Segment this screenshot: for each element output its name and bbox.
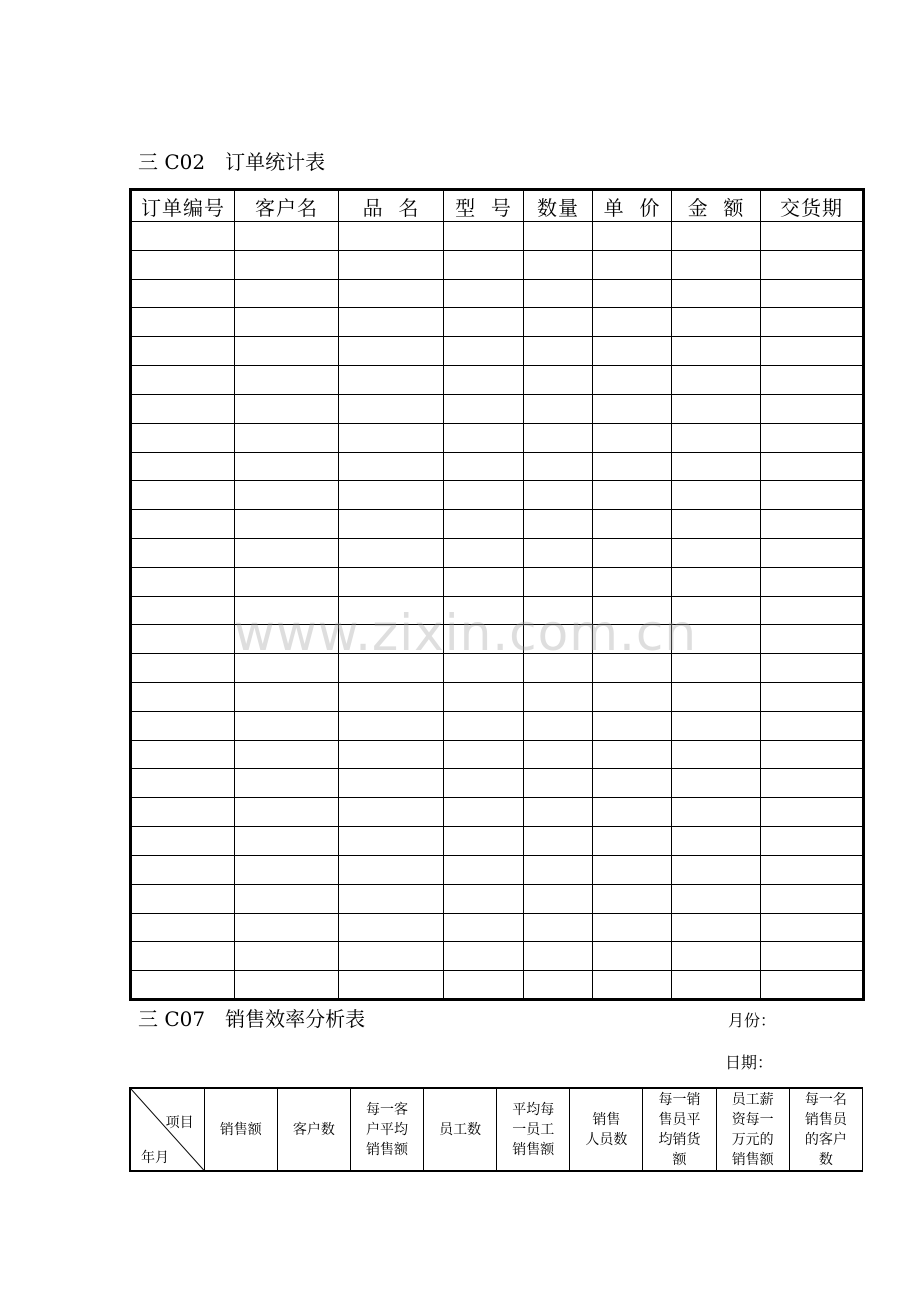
table-cell[interactable] (444, 250, 524, 279)
table-cell[interactable] (761, 250, 864, 279)
table-cell[interactable] (593, 711, 672, 740)
table-cell[interactable] (444, 855, 524, 884)
table-cell[interactable] (593, 423, 672, 452)
table-cell[interactable] (593, 366, 672, 395)
table-cell[interactable] (524, 884, 593, 913)
table-cell[interactable] (593, 510, 672, 539)
table-cell[interactable] (235, 798, 339, 827)
table-row (131, 366, 864, 395)
table-cell[interactable] (593, 279, 672, 308)
table-cell[interactable] (761, 683, 864, 712)
table-cell[interactable] (761, 423, 864, 452)
header-sales-amount: 销售额 (204, 1088, 277, 1171)
table-cell[interactable] (761, 855, 864, 884)
table-row (131, 971, 864, 1000)
table-row (131, 423, 864, 452)
table-cell[interactable] (235, 827, 339, 856)
table-cell[interactable] (761, 942, 864, 971)
table-cell[interactable] (235, 250, 339, 279)
table-cell[interactable] (593, 740, 672, 769)
table-cell[interactable] (444, 827, 524, 856)
table-cell[interactable] (339, 337, 444, 366)
table-cell[interactable] (593, 942, 672, 971)
table-cell[interactable] (593, 308, 672, 337)
table-row (131, 337, 864, 366)
table-cell[interactable] (444, 337, 524, 366)
table-cell[interactable] (131, 798, 235, 827)
table-cell[interactable] (524, 452, 593, 481)
table-cell[interactable] (444, 394, 524, 423)
table-cell[interactable] (672, 308, 761, 337)
table-cell[interactable] (339, 769, 444, 798)
table-cell[interactable] (444, 942, 524, 971)
table-cell[interactable] (339, 394, 444, 423)
table-cell[interactable] (524, 308, 593, 337)
table-cell[interactable] (131, 308, 235, 337)
table-cell[interactable] (235, 884, 339, 913)
date-label: 日期： (725, 1053, 774, 1072)
header-salesperson-count: 销售 人员数 (570, 1088, 643, 1171)
table-cell[interactable] (339, 971, 444, 1000)
table-cell[interactable] (339, 510, 444, 539)
table-row (131, 394, 864, 423)
table-cell[interactable] (593, 394, 672, 423)
order-statistics-table (129, 188, 865, 1001)
table-cell[interactable] (593, 250, 672, 279)
table-cell[interactable] (444, 711, 524, 740)
table-cell[interactable] (761, 279, 864, 308)
table-row (131, 798, 864, 827)
table-cell[interactable] (761, 481, 864, 510)
table-cell[interactable] (131, 827, 235, 856)
header-avg-sales-per-employee: 平均每 一员工 销售额 (497, 1088, 570, 1171)
table-cell[interactable] (524, 366, 593, 395)
table-cell[interactable] (235, 222, 339, 251)
table-cell[interactable] (672, 913, 761, 942)
table-cell[interactable] (524, 942, 593, 971)
table-cell[interactable] (524, 798, 593, 827)
table-cell[interactable] (524, 827, 593, 856)
table-cell[interactable] (444, 452, 524, 481)
header-customer-name: 客户名 (235, 190, 339, 222)
table-cell[interactable] (131, 711, 235, 740)
table-cell[interactable] (235, 366, 339, 395)
table-cell[interactable] (339, 683, 444, 712)
table-cell[interactable] (235, 423, 339, 452)
table-row (131, 308, 864, 337)
table-cell[interactable] (339, 913, 444, 942)
table-cell[interactable] (131, 481, 235, 510)
table-cell[interactable] (761, 625, 864, 654)
table-cell[interactable] (593, 538, 672, 567)
header-customer-count: 客户数 (277, 1088, 350, 1171)
table-cell[interactable] (761, 596, 864, 625)
table-cell[interactable] (672, 222, 761, 251)
table-cell[interactable] (761, 827, 864, 856)
table-cell[interactable] (524, 394, 593, 423)
table-cell[interactable] (672, 855, 761, 884)
table-cell[interactable] (593, 222, 672, 251)
table-cell[interactable] (761, 654, 864, 683)
table-cell[interactable] (761, 452, 864, 481)
table-cell[interactable] (761, 740, 864, 769)
diagonal-header-cell (130, 1088, 204, 1171)
table-cell[interactable] (761, 711, 864, 740)
efficiency-table-title: 三 C07 销售效率分析表 (138, 1007, 366, 1031)
table-cell[interactable] (761, 913, 864, 942)
table-cell[interactable] (235, 510, 339, 539)
table-cell[interactable] (444, 481, 524, 510)
table-cell[interactable] (593, 683, 672, 712)
table-cell[interactable] (761, 769, 864, 798)
table-cell[interactable] (524, 538, 593, 567)
table-cell[interactable] (235, 308, 339, 337)
table-cell[interactable] (131, 942, 235, 971)
table-cell[interactable] (131, 683, 235, 712)
table-cell[interactable] (593, 481, 672, 510)
table-cell[interactable] (339, 250, 444, 279)
table-cell[interactable] (444, 798, 524, 827)
table-row (131, 538, 864, 567)
table-cell[interactable] (235, 913, 339, 942)
table-cell[interactable] (339, 855, 444, 884)
table-cell[interactable] (524, 222, 593, 251)
header-customers-per-salesperson: 每一名 销售员 的客户 数 (789, 1088, 862, 1171)
table-cell[interactable] (593, 913, 672, 942)
diag-item-label: 项目 (165, 1115, 194, 1131)
table-cell[interactable] (524, 481, 593, 510)
sales-efficiency-table (129, 1087, 863, 1172)
table-cell[interactable] (444, 510, 524, 539)
table-cell[interactable] (672, 798, 761, 827)
table-cell[interactable] (444, 567, 524, 596)
table-cell[interactable] (339, 942, 444, 971)
table-cell[interactable] (593, 855, 672, 884)
table-row (131, 250, 864, 279)
header-avg-sales-per-customer: 每一客 户平均 销售额 (350, 1088, 423, 1171)
table-cell[interactable] (444, 279, 524, 308)
table-cell[interactable] (672, 481, 761, 510)
table-cell[interactable] (339, 481, 444, 510)
table-cell[interactable] (761, 884, 864, 913)
table-cell[interactable] (672, 683, 761, 712)
table-cell[interactable] (235, 337, 339, 366)
table-cell[interactable] (131, 884, 235, 913)
order-table-header-row (131, 190, 864, 222)
table-cell[interactable] (339, 423, 444, 452)
header-quantity: 数量 (524, 190, 593, 222)
table-cell[interactable] (339, 366, 444, 395)
table-cell[interactable] (672, 971, 761, 1000)
table-cell[interactable] (235, 971, 339, 1000)
table-cell[interactable] (339, 222, 444, 251)
table-cell[interactable] (339, 279, 444, 308)
table-cell[interactable] (524, 510, 593, 539)
header-avg-sales-per-salesperson: 每一销 售员平 均销货 额 (643, 1088, 716, 1171)
table-row (131, 711, 864, 740)
table-cell[interactable] (339, 567, 444, 596)
table-cell[interactable] (444, 769, 524, 798)
table-cell[interactable] (131, 567, 235, 596)
table-cell[interactable] (131, 366, 235, 395)
table-row (131, 567, 864, 596)
table-cell[interactable] (761, 971, 864, 1000)
table-cell[interactable] (524, 711, 593, 740)
table-cell[interactable] (444, 538, 524, 567)
table-cell[interactable] (672, 942, 761, 971)
table-cell[interactable] (524, 423, 593, 452)
table-row (131, 769, 864, 798)
table-cell[interactable] (761, 394, 864, 423)
table-cell[interactable] (524, 913, 593, 942)
table-cell[interactable] (131, 452, 235, 481)
table-cell[interactable] (339, 711, 444, 740)
table-row (131, 740, 864, 769)
table-row (131, 279, 864, 308)
table-row (131, 827, 864, 856)
table-cell[interactable] (444, 423, 524, 452)
table-cell[interactable] (672, 337, 761, 366)
table-cell[interactable] (672, 394, 761, 423)
table-cell[interactable] (131, 250, 235, 279)
table-cell[interactable] (444, 884, 524, 913)
order-table-title: 三 C02 订单统计表 (138, 150, 326, 174)
table-cell[interactable] (235, 567, 339, 596)
table-cell[interactable] (672, 769, 761, 798)
table-cell[interactable] (761, 366, 864, 395)
header-amount: 金 额 (672, 190, 761, 222)
table-cell[interactable] (235, 279, 339, 308)
header-employee-count: 员工数 (424, 1088, 497, 1171)
table-cell[interactable] (524, 971, 593, 1000)
efficiency-header-row (130, 1088, 863, 1171)
table-cell[interactable] (761, 308, 864, 337)
table-row (131, 913, 864, 942)
table-cell[interactable] (444, 740, 524, 769)
table-row (131, 481, 864, 510)
table-cell[interactable] (761, 510, 864, 539)
table-cell[interactable] (444, 308, 524, 337)
table-cell[interactable] (339, 740, 444, 769)
table-cell[interactable] (339, 798, 444, 827)
header-model: 型 号 (444, 190, 524, 222)
table-cell[interactable] (524, 683, 593, 712)
table-cell[interactable] (235, 769, 339, 798)
table-cell[interactable] (672, 538, 761, 567)
table-cell[interactable] (444, 683, 524, 712)
table-cell[interactable] (235, 481, 339, 510)
table-cell[interactable] (131, 538, 235, 567)
table-cell[interactable] (593, 337, 672, 366)
table-cell[interactable] (339, 308, 444, 337)
table-cell[interactable] (339, 452, 444, 481)
header-product-name: 品 名 (339, 190, 444, 222)
table-cell[interactable] (131, 769, 235, 798)
table-cell[interactable] (593, 884, 672, 913)
table-cell[interactable] (593, 567, 672, 596)
table-row (131, 510, 864, 539)
table-cell[interactable] (131, 222, 235, 251)
table-cell[interactable] (235, 394, 339, 423)
table-cell[interactable] (339, 827, 444, 856)
table-cell[interactable] (131, 279, 235, 308)
table-cell[interactable] (235, 942, 339, 971)
table-row (131, 855, 864, 884)
table-cell[interactable] (131, 654, 235, 683)
table-cell[interactable] (672, 884, 761, 913)
table-cell[interactable] (131, 337, 235, 366)
table-cell[interactable] (524, 740, 593, 769)
table-cell[interactable] (339, 538, 444, 567)
table-cell[interactable] (672, 366, 761, 395)
table-row (131, 222, 864, 251)
table-cell[interactable] (235, 711, 339, 740)
table-cell[interactable] (131, 394, 235, 423)
table-cell[interactable] (524, 279, 593, 308)
table-cell[interactable] (131, 423, 235, 452)
table-cell[interactable] (672, 452, 761, 481)
table-cell[interactable] (761, 567, 864, 596)
table-cell[interactable] (235, 740, 339, 769)
header-unit-price: 单 价 (593, 190, 672, 222)
table-cell[interactable] (235, 855, 339, 884)
table-cell[interactable] (339, 884, 444, 913)
header-order-no: 订单编号 (131, 190, 235, 222)
table-cell[interactable] (524, 567, 593, 596)
table-row (131, 884, 864, 913)
watermark: www.zixin.com.cn (234, 604, 698, 662)
table-cell[interactable] (672, 510, 761, 539)
table-cell[interactable] (593, 769, 672, 798)
table-cell[interactable] (131, 596, 235, 625)
table-cell[interactable] (761, 798, 864, 827)
table-cell[interactable] (131, 971, 235, 1000)
table-cell[interactable] (524, 250, 593, 279)
table-cell[interactable] (131, 740, 235, 769)
table-cell[interactable] (672, 711, 761, 740)
table-cell[interactable] (444, 971, 524, 1000)
table-cell[interactable] (593, 798, 672, 827)
month-label: 月份： (728, 1011, 777, 1030)
table-cell[interactable] (131, 855, 235, 884)
table-cell[interactable] (672, 740, 761, 769)
header-delivery-date: 交货期 (761, 190, 864, 222)
table-cell[interactable] (672, 279, 761, 308)
table-cell[interactable] (593, 452, 672, 481)
table-row (131, 942, 864, 971)
table-cell[interactable] (235, 538, 339, 567)
header-sales-per-10k-salary: 员工薪 资每一 万元的 销售额 (716, 1088, 789, 1171)
table-cell[interactable] (235, 683, 339, 712)
table-cell[interactable] (672, 827, 761, 856)
table-cell[interactable] (131, 625, 235, 654)
table-cell[interactable] (524, 769, 593, 798)
table-cell[interactable] (593, 971, 672, 1000)
table-cell[interactable] (761, 222, 864, 251)
table-row (131, 452, 864, 481)
table-cell[interactable] (235, 452, 339, 481)
table-cell[interactable] (444, 222, 524, 251)
table-cell[interactable] (593, 827, 672, 856)
table-cell[interactable] (524, 337, 593, 366)
table-cell[interactable] (524, 855, 593, 884)
diag-yearmonth-label: 年月 (141, 1150, 169, 1166)
table-cell[interactable] (761, 538, 864, 567)
table-cell[interactable] (672, 250, 761, 279)
table-cell[interactable] (672, 567, 761, 596)
table-cell[interactable] (761, 337, 864, 366)
table-cell[interactable] (444, 913, 524, 942)
table-cell[interactable] (131, 510, 235, 539)
table-row (131, 683, 864, 712)
table-cell[interactable] (131, 913, 235, 942)
table-cell[interactable] (672, 423, 761, 452)
table-cell[interactable] (444, 366, 524, 395)
